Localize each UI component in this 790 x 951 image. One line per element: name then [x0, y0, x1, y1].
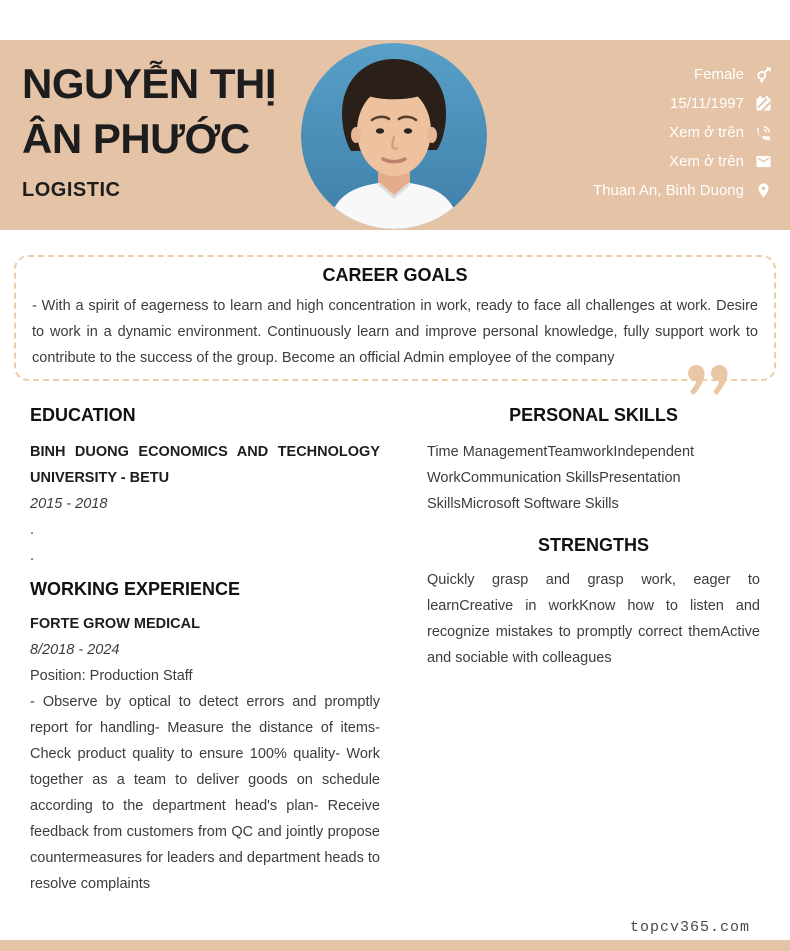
candidate-name: [22, 56, 276, 166]
education-note: .: [30, 548, 35, 564]
career-goals-section: [14, 255, 776, 381]
career-goals-title: CAREER GOALS: [322, 265, 468, 285]
email-icon: [754, 153, 772, 171]
contact-email: [593, 147, 772, 176]
contact-gender: [593, 60, 772, 89]
personal-skills-title: PERSONAL SKILLS: [509, 405, 678, 425]
career-goals-text: - With a spirit of eagerness to learn and high concentration in work, ready to face all challenges at work. Desire to work in a dynamic environment. Continuously learn and improve personal knowledge, fully support work to contribute to the success of the group. Become an official Admin employee of the company: [32, 298, 758, 366]
contact-phone-label: Xem ở trên: [669, 124, 744, 141]
location-icon: [754, 182, 772, 200]
contact-location-label: Thuan An, Binh Duong: [593, 182, 744, 199]
personal-skills-section: [427, 403, 760, 517]
strengths-text: Quickly grasp and grasp work, eager to learnCreative in workKnow how to listen and recognize mistakes to promptly correct themActive and sociable with colleagues: [427, 572, 760, 666]
education-period: 2015 - 2018: [30, 496, 108, 512]
experience-title: WORKING EXPERIENCE: [30, 579, 241, 599]
candidate-name-line1: NGUYỄN THỊ: [22, 60, 277, 107]
gender-icon: [754, 66, 772, 84]
contact-email-label: Xem ở trên: [669, 153, 744, 170]
experience-company: FORTE GROW MEDICAL: [30, 616, 200, 632]
footer-accent-strip: [0, 940, 790, 951]
content-columns: [30, 403, 760, 897]
education-school: BINH DUONG ECONOMICS AND TECHNOLOGY UNIVERSITY - BETU: [30, 444, 380, 486]
contact-location: [593, 176, 772, 205]
job-title: LOGISTIC: [22, 179, 121, 201]
contact-birthdate-label: 15/11/1997: [670, 95, 744, 112]
strengths-title: STRENGTHS: [537, 535, 649, 555]
profile-photo-illustration: [301, 43, 487, 229]
candidate-name-line2: ÂN PHƯỚC: [22, 115, 250, 162]
personal-skills-text: Time ManagementTeamworkIndependent WorkCommunication SkillsPresentation SkillsMicrosoft Software Skills: [427, 444, 695, 512]
profile-photo: [301, 43, 487, 229]
experience-description: - Observe by optical to detect errors and promptly report for handling- Measure the distance of items- Check product quality to ensure 100% quality- Work together as a team to deliver goods on schedule according to the department head's plan- Receive feedback from customers from QC and jointly propose countermeasures for leaders and department heads to resolve complaints: [30, 694, 380, 892]
header: [0, 40, 790, 230]
contact-list: [593, 60, 772, 205]
education-section: [30, 403, 380, 569]
experience-position: Position: Production Staff: [30, 668, 193, 684]
right-column: [427, 403, 760, 897]
education-note: .: [30, 522, 35, 538]
watermark-link[interactable]: topcv365.com: [629, 919, 750, 936]
contact-phone: [593, 118, 772, 147]
quote-icon: [688, 365, 728, 395]
experience-period: 8/2018 - 2024: [30, 642, 120, 658]
left-column: [30, 403, 380, 897]
education-title: EDUCATION: [30, 405, 136, 425]
strengths-section: [427, 533, 760, 671]
experience-section: [30, 577, 380, 897]
contact-gender-label: Female: [693, 66, 744, 83]
calendar-icon: [754, 95, 772, 113]
name-block: [22, 56, 276, 202]
contact-birthdate: [593, 89, 772, 118]
phone-icon: [754, 124, 772, 142]
